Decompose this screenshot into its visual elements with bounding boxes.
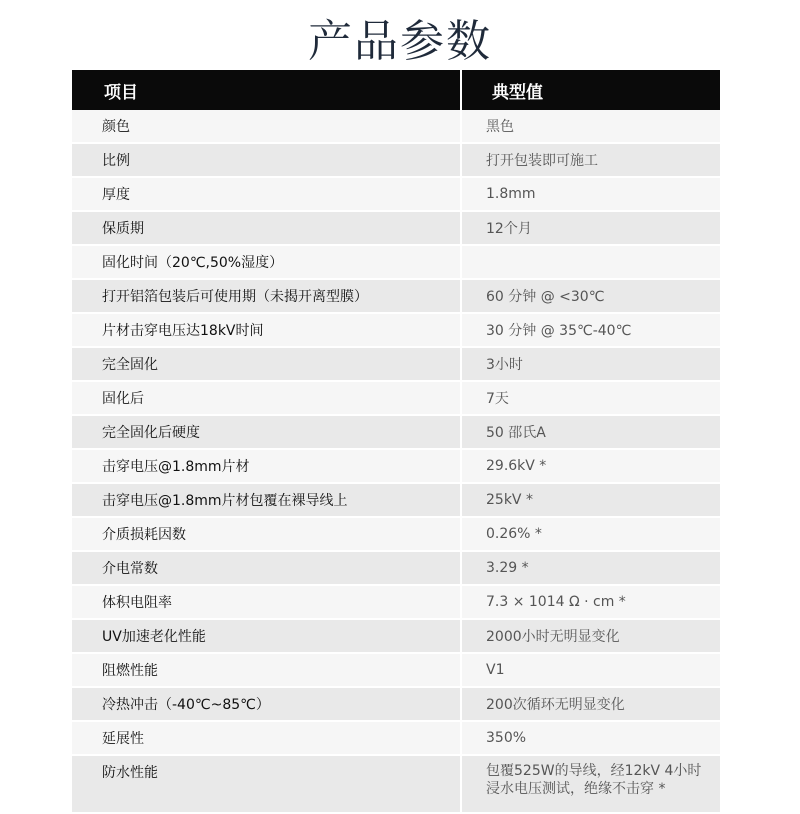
row-item-cell: 阻燃性能 bbox=[72, 653, 461, 687]
row-item-cell: 完全固化后硬度 bbox=[72, 415, 461, 449]
row-value-cell: 7天 bbox=[461, 381, 720, 415]
table-row bbox=[72, 313, 720, 347]
row-item-cell: 厚度 bbox=[72, 177, 461, 211]
table-header-row bbox=[72, 70, 720, 110]
page-title: 产品参数 bbox=[308, 16, 492, 67]
table-row bbox=[72, 381, 720, 415]
row-item-cell: 防水性能 bbox=[72, 755, 461, 813]
table-row bbox=[72, 415, 720, 449]
row-value-cell: 30 分钟 @ 35℃-40℃ bbox=[461, 313, 720, 347]
row-item-cell: 击穿电压@1.8mm片材包覆在裸导线上 bbox=[72, 483, 461, 517]
table-row bbox=[72, 755, 720, 813]
row-value-cell: 50 邵氏A bbox=[461, 415, 720, 449]
row-item-cell: 延展性 bbox=[72, 721, 461, 755]
row-value-cell: 黑色 bbox=[461, 110, 720, 143]
row-value-cell: 打开包装即可施工 bbox=[461, 143, 720, 177]
table-row bbox=[72, 143, 720, 177]
table-header bbox=[72, 70, 720, 110]
row-item-cell: 击穿电压@1.8mm片材 bbox=[72, 449, 461, 483]
row-value-cell: 1.8mm bbox=[461, 177, 720, 211]
row-value-cell: 350% bbox=[461, 721, 720, 755]
row-item-cell: 片材击穿电压达18kV时间 bbox=[72, 313, 461, 347]
table-row bbox=[72, 177, 720, 211]
table-row bbox=[72, 619, 720, 653]
table-row bbox=[72, 279, 720, 313]
row-value-cell: 12个月 bbox=[461, 211, 720, 245]
row-item-cell: 固化时间（20℃,50%湿度） bbox=[72, 245, 461, 279]
row-item-cell: UV加速老化性能 bbox=[72, 619, 461, 653]
row-value-cell: 2000小时无明显变化 bbox=[461, 619, 720, 653]
row-value-cell: 60 分钟 @ <30℃ bbox=[461, 279, 720, 313]
spec-table bbox=[72, 70, 720, 814]
table-row bbox=[72, 517, 720, 551]
table-row bbox=[72, 449, 720, 483]
row-value-cell: 29.6kV * bbox=[461, 449, 720, 483]
table-row bbox=[72, 110, 720, 143]
row-value-cell: 包覆525W的导线，经12kV 4小时浸水电压测试，绝缘不击穿 * bbox=[461, 755, 720, 813]
table-row bbox=[72, 551, 720, 585]
table-row bbox=[72, 211, 720, 245]
table-row bbox=[72, 653, 720, 687]
table-row bbox=[72, 483, 720, 517]
row-value-cell: 25kV * bbox=[461, 483, 720, 517]
table-row bbox=[72, 687, 720, 721]
row-item-cell: 保质期 bbox=[72, 211, 461, 245]
row-value-cell: 0.26% * bbox=[461, 517, 720, 551]
row-item-cell: 固化后 bbox=[72, 381, 461, 415]
row-value-cell: 200次循环无明显变化 bbox=[461, 687, 720, 721]
table-row bbox=[72, 585, 720, 619]
row-item-cell: 介电常数 bbox=[72, 551, 461, 585]
row-item-cell: 介质损耗因数 bbox=[72, 517, 461, 551]
table-body bbox=[72, 110, 720, 813]
row-value-cell: 3小时 bbox=[461, 347, 720, 381]
row-value-cell bbox=[461, 245, 720, 279]
table-row bbox=[72, 245, 720, 279]
table-row bbox=[72, 721, 720, 755]
row-value-cell: V1 bbox=[461, 653, 720, 687]
row-item-cell: 颜色 bbox=[72, 110, 461, 143]
row-value-cell: 3.29 * bbox=[461, 551, 720, 585]
row-item-cell: 完全固化 bbox=[72, 347, 461, 381]
row-item-cell: 打开铝箔包装后可使用期（未揭开离型膜） bbox=[72, 279, 461, 313]
row-item-cell: 冷热冲击（-40℃~85℃） bbox=[72, 687, 461, 721]
row-item-cell: 体积电阻率 bbox=[72, 585, 461, 619]
row-item-cell: 比例 bbox=[72, 143, 461, 177]
row-value-cell: 7.3 × 1014 Ω · cm * bbox=[461, 585, 720, 619]
column-header-value: 典型值 bbox=[461, 70, 720, 110]
table-row bbox=[72, 347, 720, 381]
column-header-item: 项目 bbox=[72, 70, 461, 110]
